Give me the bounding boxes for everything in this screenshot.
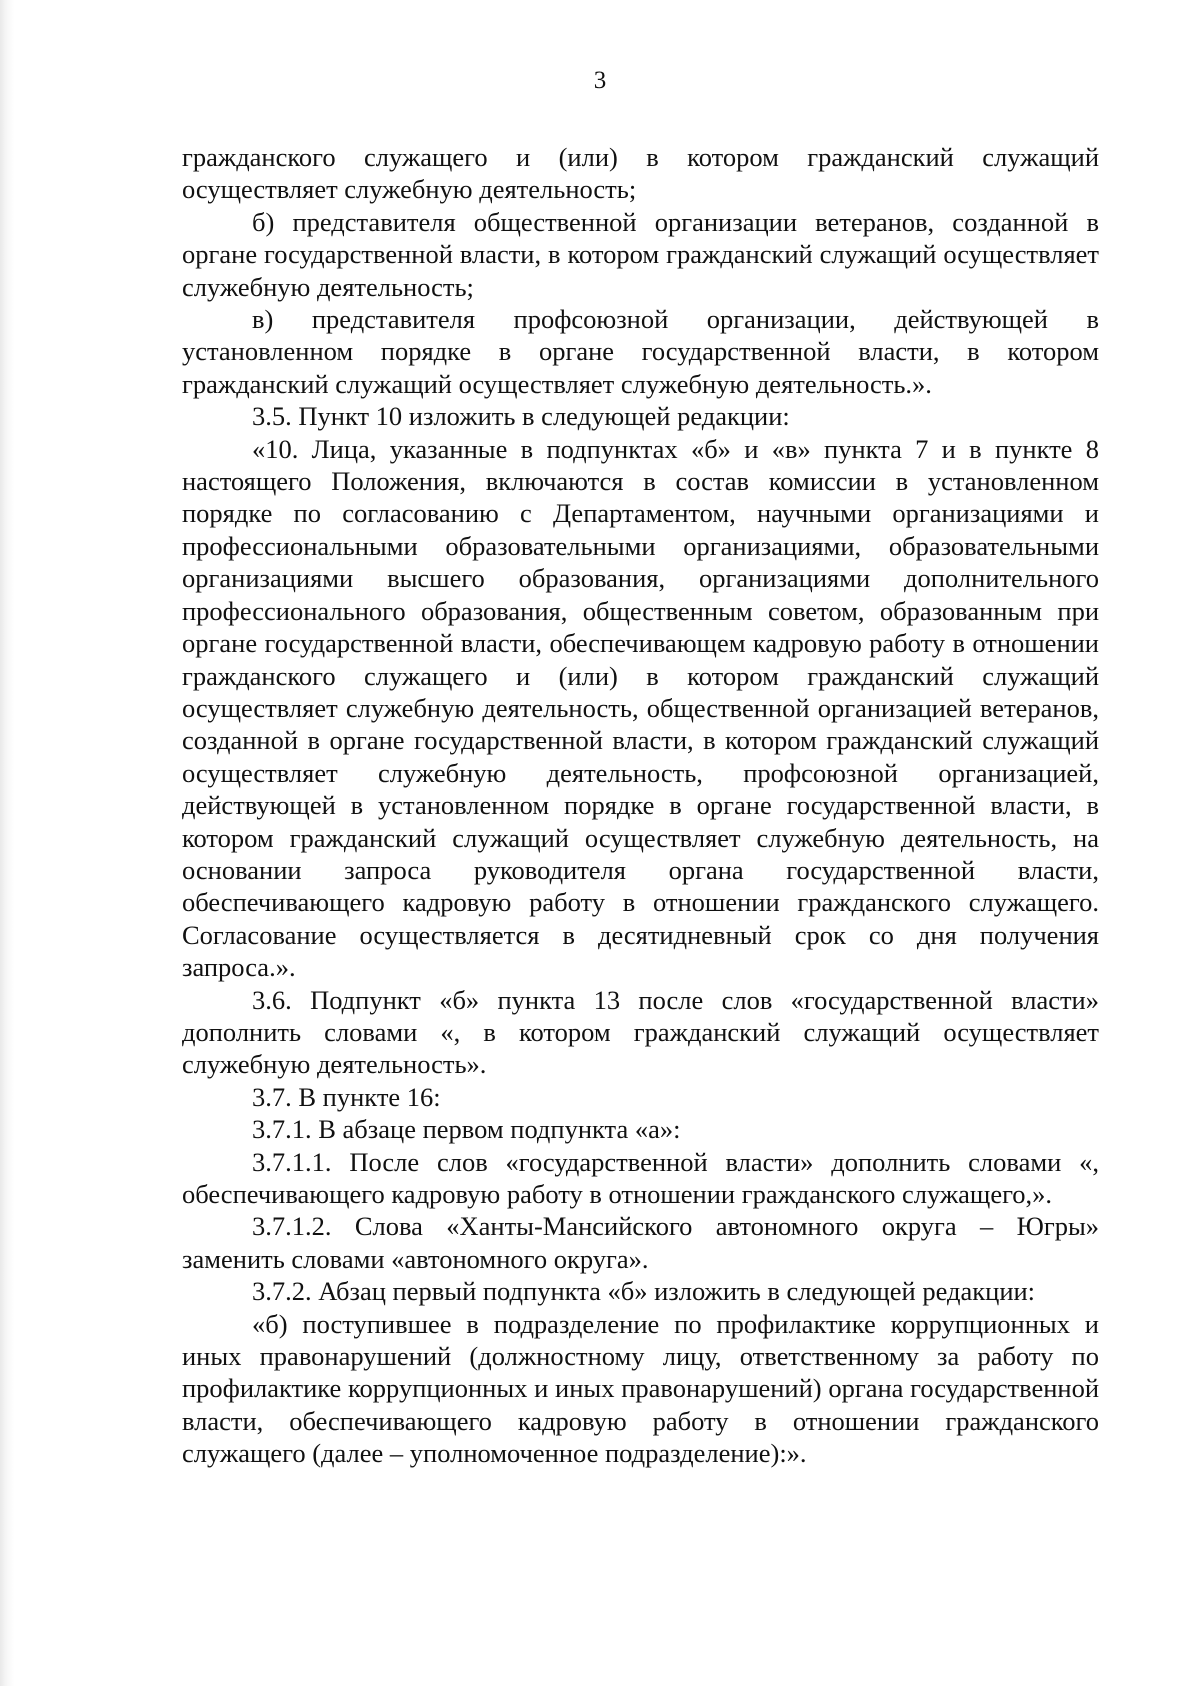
paragraph-3-6: 3.6. Подпункт «б» пункта 13 после слов «государственной власти» дополнить словами «, в котором гражданский служащий осуществляет служебную деятельность». <box>182 984 1099 1080</box>
paragraph-subitem-b: б) представителя общественной организации ветеранов, созданной в органе государственной власти, в котором гражданский служащий осуществляет служебную деятельность; <box>182 206 1099 302</box>
document-body <box>182 141 1099 1470</box>
paragraph-continuation: гражданского служащего и (или) в котором гражданский служащий осуществляет служебную деятельность; <box>182 142 1099 205</box>
paragraph-subitem-v: в) представителя профсоюзной организации, действующей в установленном порядке в органе государственной власти, в котором гражданский служащий осуществляет служебную деятельность.». <box>182 304 1099 399</box>
paragraph-3-7-1-1: 3.7.1.1. После слов «государственной власти» дополнить словами «, обеспечивающего кадровую работу в отношении гражданского служащего,». <box>182 1146 1099 1209</box>
scan-edge <box>0 0 14 1686</box>
paragraph-subitem-b-new: «б) поступившее в подразделение по профилактике коррупционных и иных правонарушений (должностному лицу, ответственному за работу по профилактике коррупционных и иных правонарушений) органа государственной власти, обеспечивающего кадровую работу в отношении гражданского служащего (далее – уполномоченное подразделение):». <box>182 1308 1099 1469</box>
paragraph-3-7: 3.7. В пункте 16: <box>252 1081 441 1112</box>
paragraph-3-7-2: 3.7.2. Абзац первый подпункта «б» изложить в следующей редакции: <box>252 1276 1036 1307</box>
paragraph-3-7-1-2: 3.7.1.2. Слова «Ханты-Мансийского автономного округа – Югры» заменить словами «автономного округа». <box>182 1211 1099 1274</box>
paragraph-3-7-1: 3.7.1. В абзаце первом подпункта «а»: <box>252 1114 681 1145</box>
paragraph-point-10: «10. Лица, указанные в подпунктах «б» и «в» пункта 7 и в пункте 8 настоящего Положения, включаются в состав комиссии в установленном порядке по согласованию с Департаментом, научными организациями и профессиональными образовательными организациями, образовательными организациями высшего образования, организациями дополнительного профессионального образования, общественным советом, образованным при органе государственной власти, обеспечивающем кадровую работу в отношении гражданского служащего и (или) в котором гражданский служащий осуществляет служебную деятельность, общественной организацией ветеранов, созданной в органе государственной власти, в котором гражданский служащий осуществляет служебную деятельность, профсоюзной организацией, действующей в установленном порядке в органе государственной власти, в котором гражданский служащий осуществляет служебную деятельность, на основании запроса руководителя органа государственной власти, обеспечивающего кадровую работу в отношении гражданского служащего. Согласование осуществляется в десятидневный срок со дня получения запроса.». <box>182 433 1099 983</box>
page-number: 3 <box>593 67 607 94</box>
paragraph-3-5: 3.5. Пункт 10 изложить в следующей редакции: <box>252 401 790 432</box>
